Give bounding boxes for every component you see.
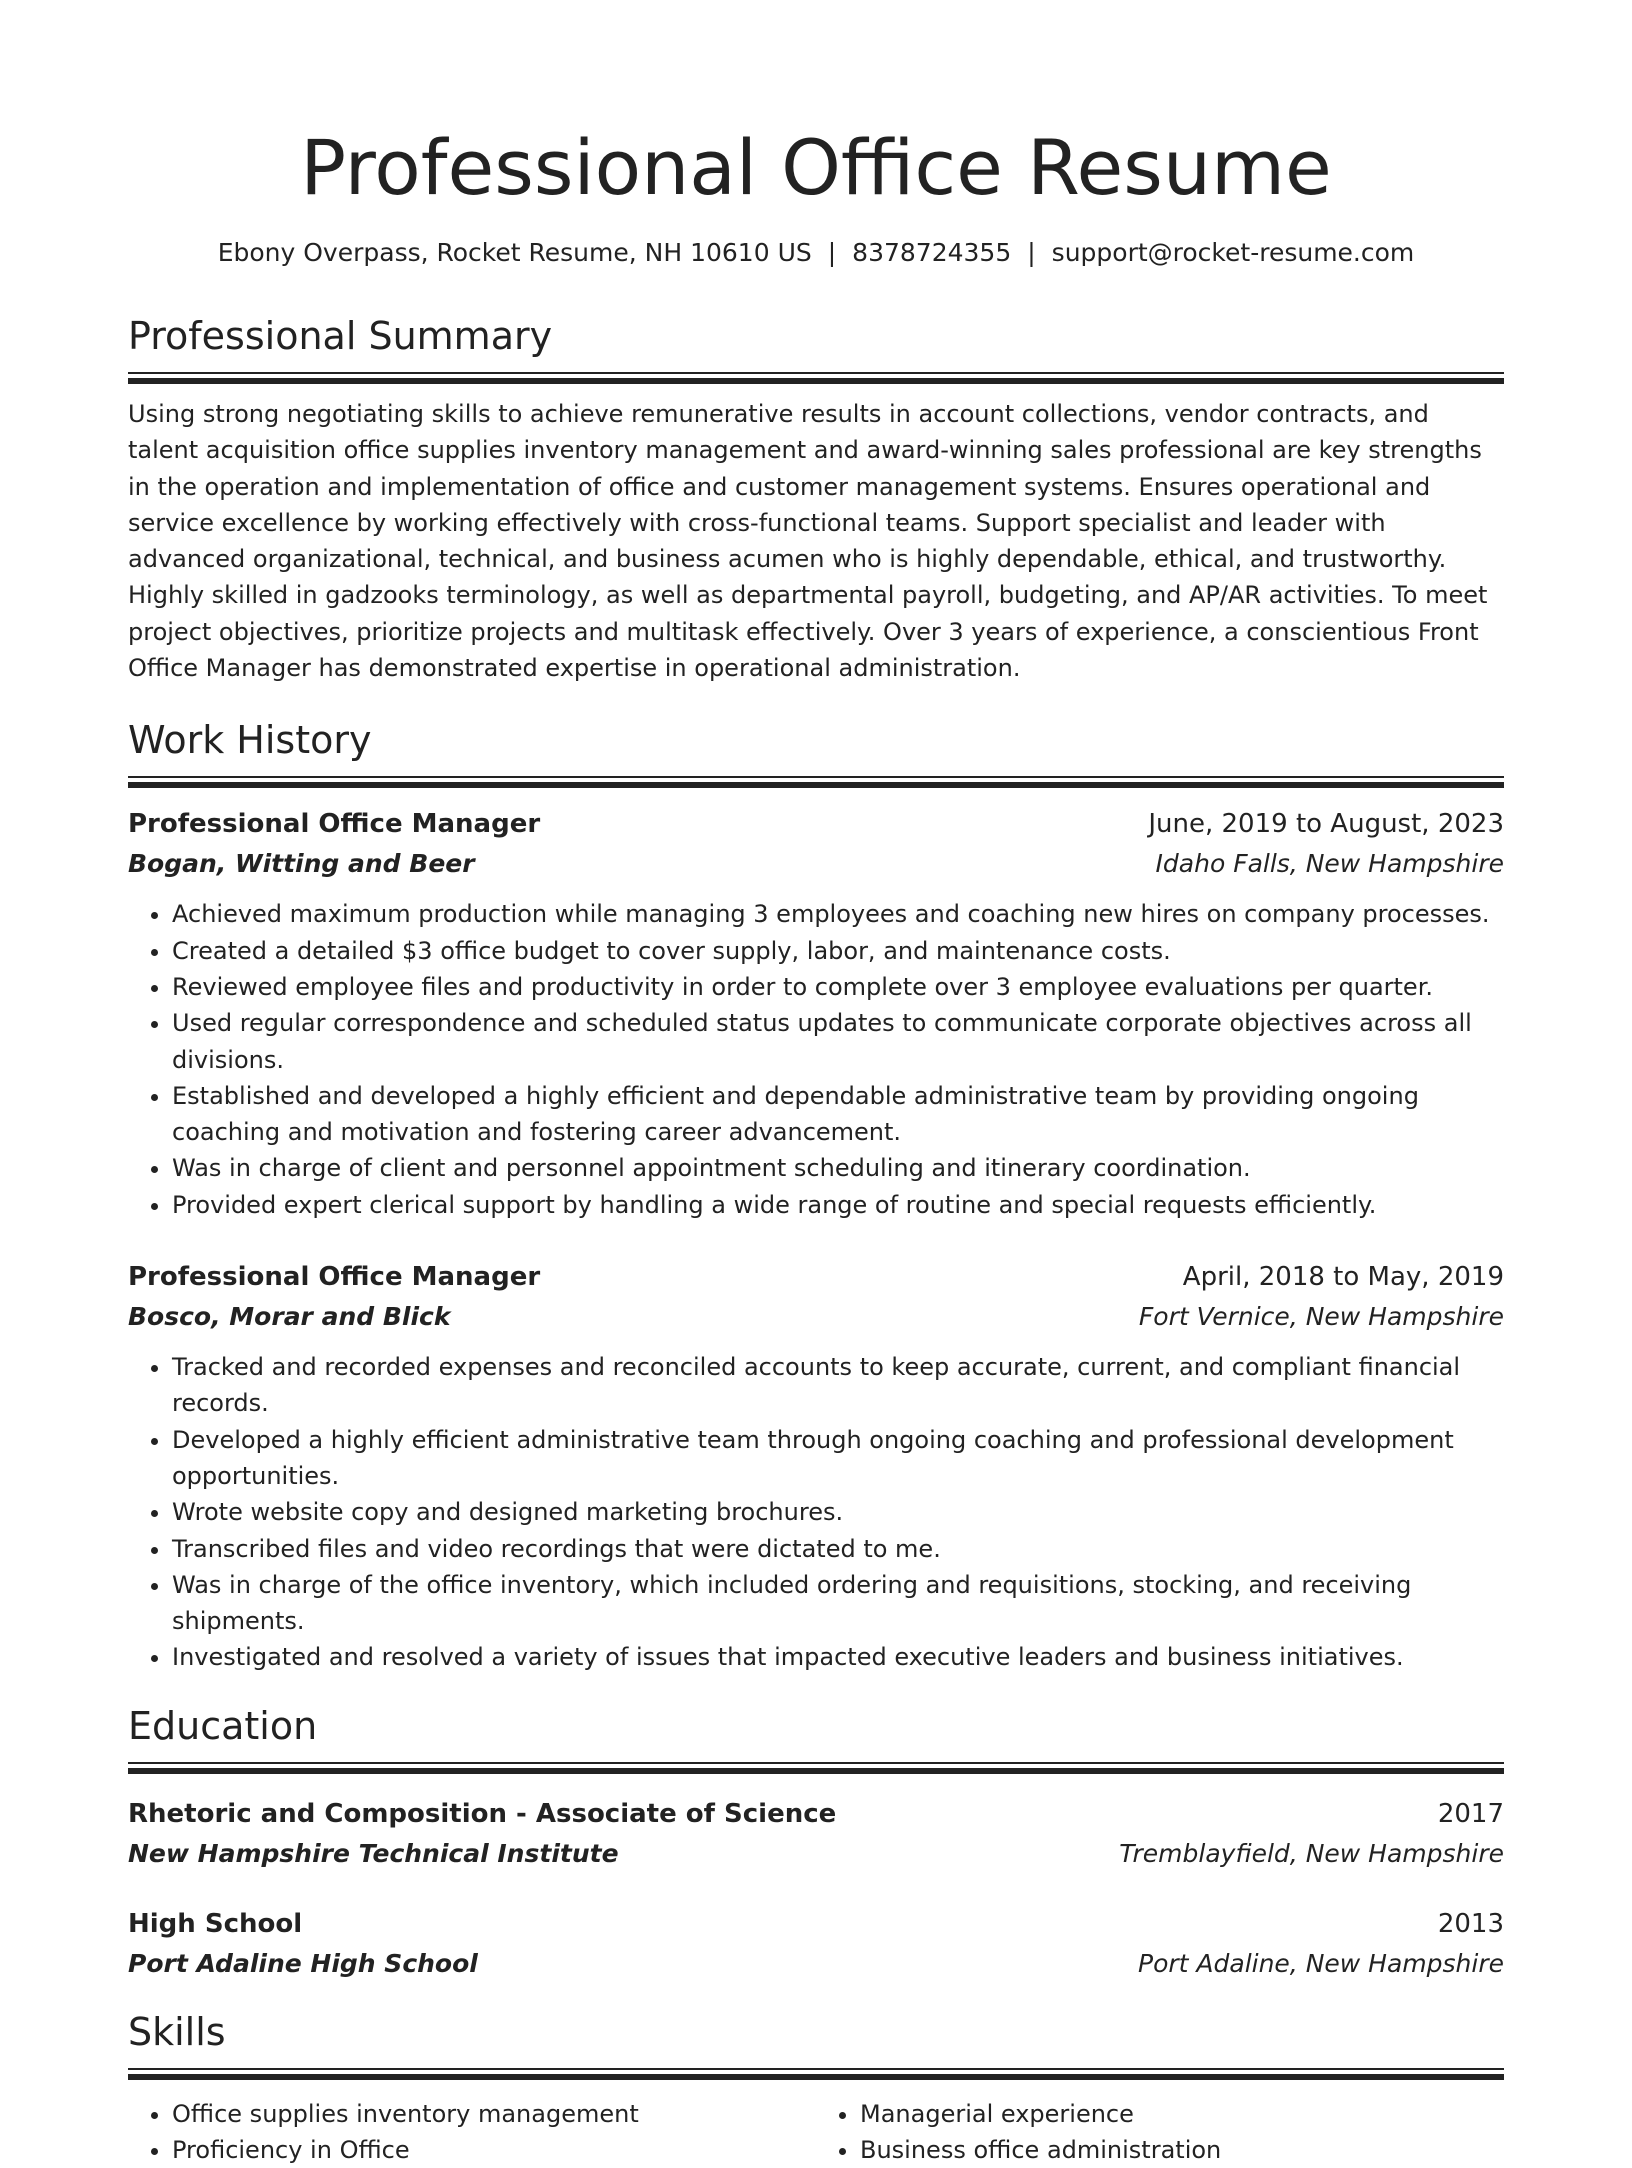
skill-item: • Managerial experience [860, 2096, 1504, 2132]
resume-page [128, 118, 1504, 2168]
skills-heading: Skills [128, 2009, 226, 2054]
job-bullets [128, 1349, 1504, 1676]
contact-separator: | [827, 238, 837, 267]
job-bullet: • Provided expert clerical support by handling a wide range of routine and special requests efficiently. [172, 1187, 1504, 1223]
education-section-header [128, 1702, 1504, 1774]
job-bullet: • Reviewed employee files and productivity in order to complete over 3 employee evaluations per quarter. [172, 969, 1504, 1005]
contact-address: Ebony Overpass, Rocket Resume, NH 10610 US [217, 238, 812, 267]
job-bullet: • Wrote website copy and designed marketing brochures. [172, 1494, 1504, 1530]
contact-line [128, 236, 1504, 270]
job-entry [128, 804, 1504, 1223]
education-degree: High School [128, 1908, 303, 1939]
education-school: New Hampshire Technical Institute [128, 1838, 619, 1868]
education-location: Tremblayfield, New Hampshire [1119, 1838, 1504, 1868]
job-bullet: • Was in charge of the office inventory, which included ordering and requisitions, stocking, and receiving shipments. [172, 1567, 1504, 1640]
education-entry [128, 1794, 1504, 1874]
job-bullet: • Tracked and recorded expenses and reconciled accounts to keep accurate, current, and compliant financial records. [172, 1349, 1504, 1422]
education-heading: Education [128, 1703, 318, 1748]
skills-section-header [128, 2008, 1504, 2080]
work-section-header [128, 716, 1504, 788]
job-location: Fort Vernice, New Hampshire [1138, 1302, 1504, 1332]
job-bullet: • Established and developed a highly efficient and dependable administrative team by providing ongoing coaching and motivation and fostering career advancement. [172, 1078, 1504, 1151]
contact-separator: | [1027, 238, 1036, 267]
job-company: Bogan, Witting and Beer [128, 849, 475, 879]
job-dates: April, 2018 to May, 2019 [1182, 1262, 1504, 1293]
section-divider [128, 2068, 1504, 2080]
work-heading: Work History [128, 718, 372, 763]
education-entry [128, 1904, 1504, 1984]
skill-item: • Business office administration [860, 2132, 1504, 2168]
skills-column-right [816, 2096, 1504, 2168]
job-bullet: • Created a detailed $3 office budget to cover supply, labor, and maintenance costs. [172, 933, 1504, 969]
job-bullet: • Achieved maximum production while managing 3 employees and coaching new hires on company processes. [172, 896, 1504, 932]
job-bullet: • Was in charge of client and personnel appointment scheduling and itinerary coordination. [172, 1150, 1504, 1186]
skills-list [128, 2096, 1504, 2168]
section-divider [128, 372, 1504, 384]
summary-section-header [128, 312, 1504, 384]
skills-column-left [128, 2096, 816, 2168]
education-year: 2017 [1437, 1798, 1504, 1829]
summary-heading: Professional Summary [128, 314, 553, 358]
education-year: 2013 [1437, 1908, 1504, 1939]
education-school: Port Adaline High School [128, 1948, 478, 1978]
education-location: Port Adaline, New Hampshire [1138, 1948, 1504, 1978]
skill-item: • Proficiency in Office [172, 2132, 816, 2168]
job-entry [128, 1257, 1504, 1676]
job-bullet: • Investigated and resolved a variety of issues that impacted executive leaders and business initiatives. [172, 1639, 1504, 1675]
section-divider [128, 1762, 1504, 1774]
job-bullets [128, 896, 1504, 1223]
education-degree: Rhetoric and Composition - Associate of Science [128, 1798, 837, 1829]
job-company: Bosco, Morar and Blick [128, 1302, 451, 1332]
contact-email: support@rocket-resume.com [1051, 238, 1415, 267]
job-dates: June, 2019 to August, 2023 [1148, 809, 1504, 840]
job-title: Professional Office Manager [128, 809, 541, 840]
job-location: Idaho Falls, New Hampshire [1155, 849, 1504, 879]
resume-title: Professional Office Resume [300, 123, 1332, 212]
contact-phone: 8378724355 [852, 238, 1012, 267]
job-bullet: • Transcribed files and video recordings that were dictated to me. [172, 1531, 1504, 1567]
job-bullet: • Used regular correspondence and scheduled status updates to communicate corporate objectives across all divisions. [172, 1005, 1504, 1078]
section-divider [128, 776, 1504, 788]
skill-item: • Office supplies inventory management [172, 2096, 816, 2132]
summary-text: Using strong negotiating skills to achieve remunerative results in account collections, vendor contracts, and talent acquisition office supplies inventory management and award-winning sales professional are key strengths in the operation and implementation of office and customer management systems. Ensures operational and service excellence by working effectively with cross-functional teams. Support specialist and leader with advanced organizational, technical, and business acumen who is highly dependable, ethical, and trustworthy. Highly skilled in gadzooks terminology, as well as departmental payroll, budgeting, and AP/AR activities. To meet project objectives, prioritize projects and multitask effectively. Over 3 years of experience, a conscientious Front Office Manager has demonstrated expertise in operational administration. [128, 400, 1488, 683]
job-bullet: • Developed a highly efficient administrative team through ongoing coaching and professional development opportunities. [172, 1422, 1504, 1495]
job-title: Professional Office Manager [128, 1262, 541, 1293]
